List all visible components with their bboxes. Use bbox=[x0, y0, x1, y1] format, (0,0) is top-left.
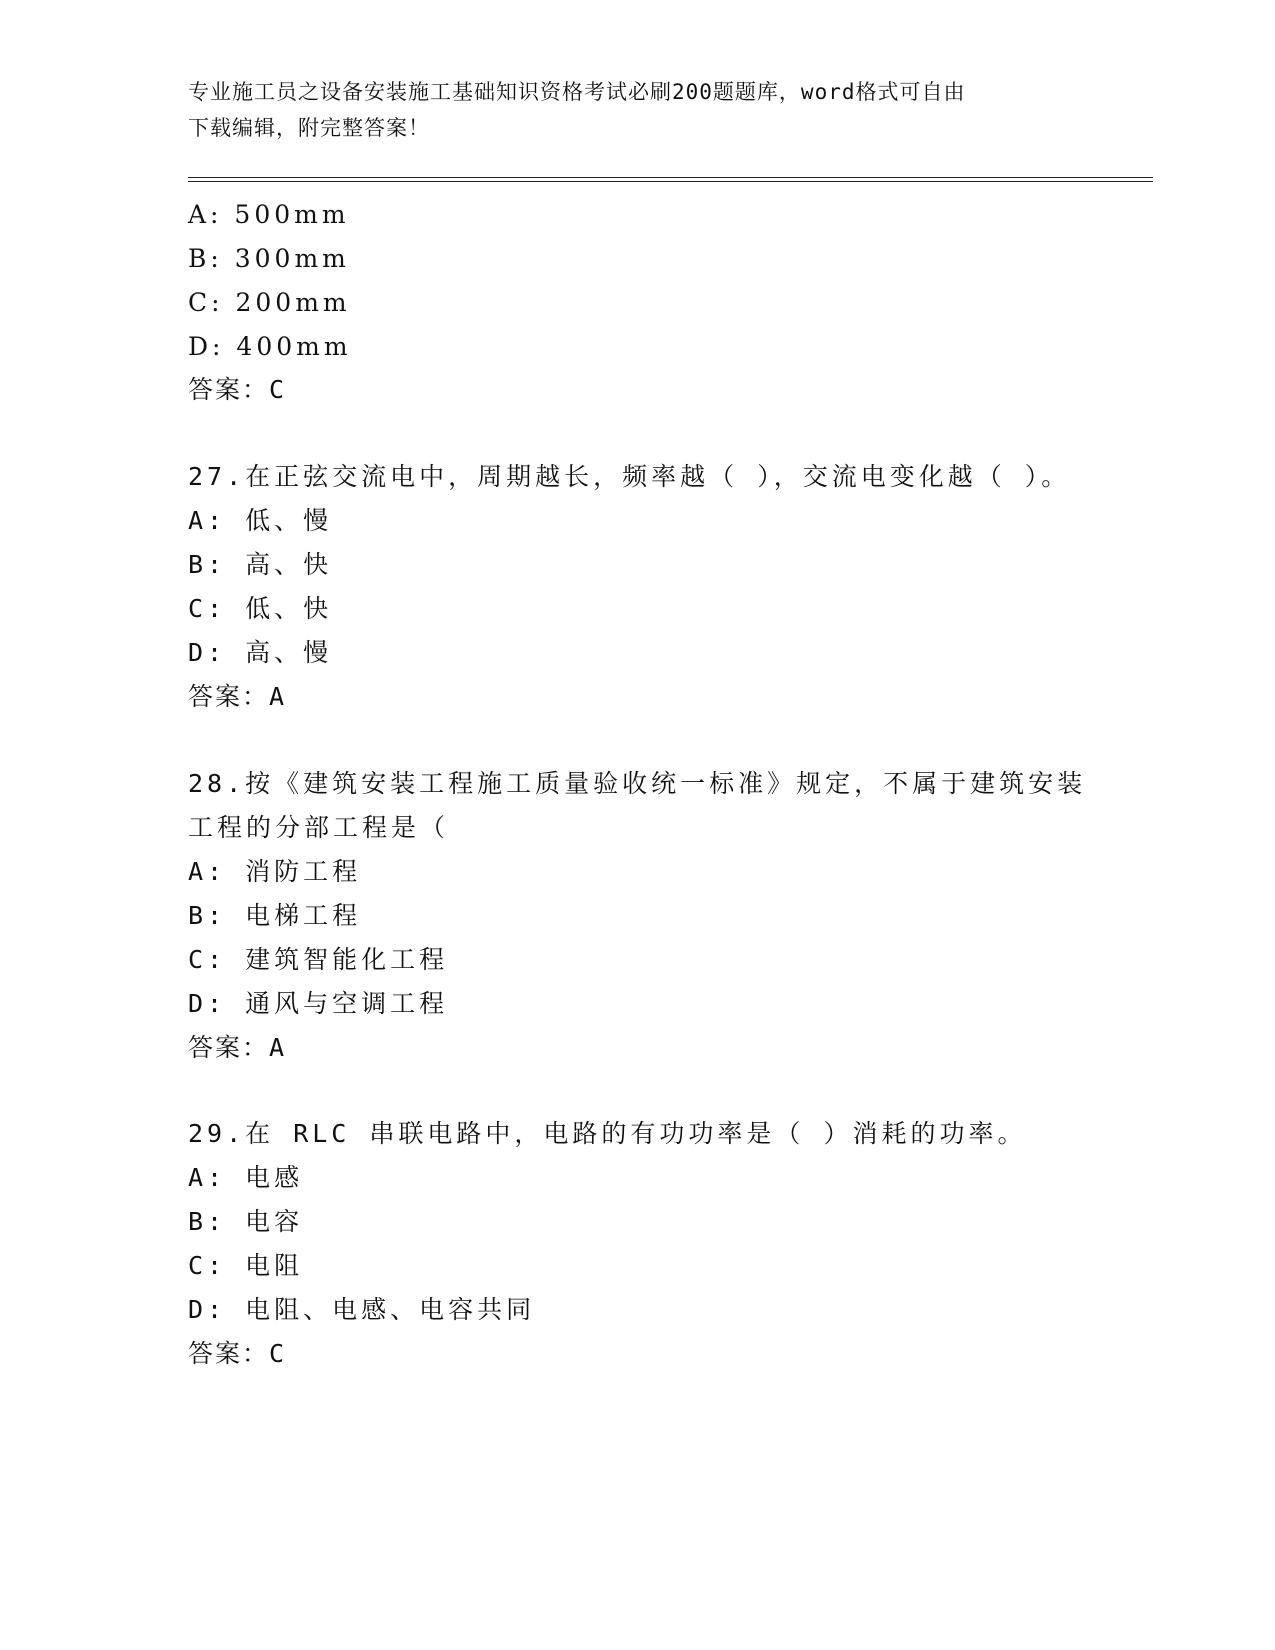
q26-option-a: A: 500mm bbox=[188, 200, 350, 229]
q28-option-b: B: 电梯工程 bbox=[188, 901, 362, 930]
q28-option-d: D: 通风与空调工程 bbox=[188, 989, 449, 1018]
q28-option-a: A: 消防工程 bbox=[188, 857, 362, 886]
q29-question: 29.在 RLC 串联电路中，电路的有功功率是（ ）消耗的功率。 bbox=[188, 1119, 1027, 1148]
q27-option-c: C: 低、快 bbox=[188, 594, 333, 623]
q27-option-b: B: 高、快 bbox=[188, 550, 333, 579]
q26-answer: 答案：C bbox=[188, 375, 287, 404]
q28-option-c: C: 建筑智能化工程 bbox=[188, 945, 449, 974]
q27-option-a: A: 低、慢 bbox=[188, 506, 333, 535]
q28-question-line-1: 28.按《建筑安装工程施工质量验收统一标准》规定，不属于建筑安装 bbox=[188, 769, 1087, 798]
q28-answer: 答案：A bbox=[188, 1033, 287, 1062]
q27-question: 27.在正弦交流电中，周期越长，频率越（ ），交流电变化越（ ）。 bbox=[188, 462, 1071, 491]
q29-option-d: D: 电阻、电感、电容共同 bbox=[188, 1295, 536, 1324]
q26-option-c: C: 200mm bbox=[188, 288, 351, 317]
document-header bbox=[188, 74, 1088, 146]
q26-option-d: D: 400mm bbox=[188, 332, 352, 361]
q29-option-a: A: 电感 bbox=[188, 1163, 304, 1192]
header-title-line-2: 下载编辑，附完整答案！ bbox=[188, 116, 430, 140]
q29-option-b: B: 电容 bbox=[188, 1207, 304, 1236]
q27-answer: 答案：A bbox=[188, 682, 287, 711]
header-divider bbox=[188, 177, 1153, 182]
q29-option-c: C: 电阻 bbox=[188, 1251, 304, 1280]
q26-option-b: B: 300mm bbox=[188, 244, 350, 273]
q28-question-line-2: 工程的分部工程是（ bbox=[188, 813, 450, 842]
q29-answer: 答案：C bbox=[188, 1339, 287, 1368]
header-title-line-1: 专业施工员之设备安装施工基础知识资格考试必刷200题题库，word格式可自由 bbox=[188, 80, 966, 104]
q27-option-d: D: 高、慢 bbox=[188, 638, 333, 667]
